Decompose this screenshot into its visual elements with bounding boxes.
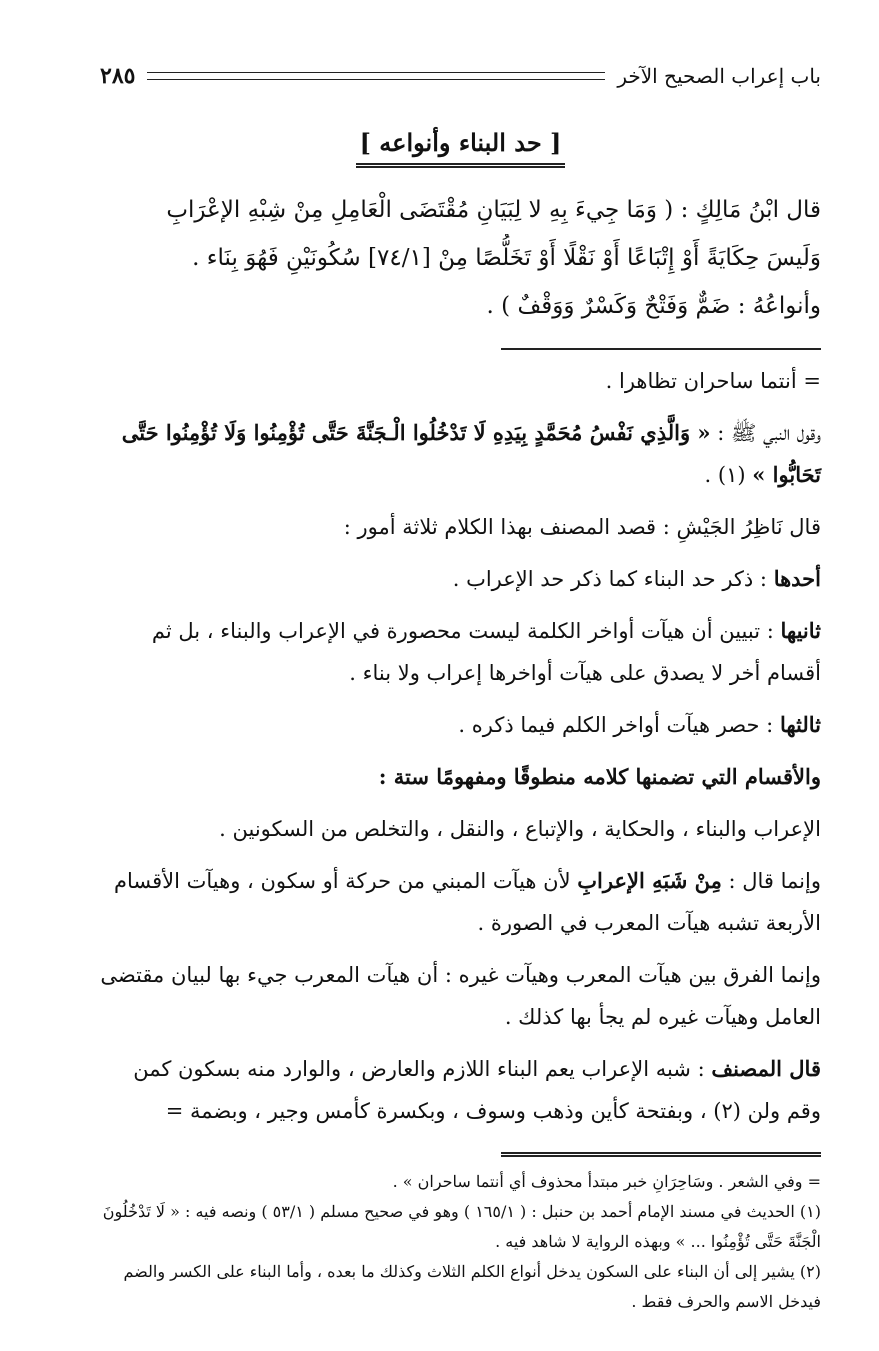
matn-line-2: وَلَيسَ حِكَايَةً أَوْ إِتْبَاعًا أَوْ نَقْلًا أَوْ تَخَلُّصًا مِنْ [٧٤/١] سُكُونَيْنِ فَهُوَ بِنَاء .	[192, 245, 821, 271]
matn-separator	[501, 348, 821, 350]
footnote-separator	[501, 1152, 821, 1157]
footnotes	[100, 1167, 821, 1317]
commentary-para-5: ثانيها : تبيين أن هيآت أواخر الكلمة ليست محصورة في الإعراب والبناء ، بل ثم أقسام أخر لا يصدق على هيآت أواخرها إعراب ولا بناء .	[151, 618, 821, 685]
footnote-continuation: = وفي الشعر . وسَاحِرَانِ خبر مبتدأ محذوف أي أنتما ساحران » .	[392, 1172, 821, 1191]
section-title: [ حد البناء وأنواعه ]	[100, 128, 821, 168]
commentary-para-10: وإنما الفرق بين هيآت المعرب وهيآت غيره : أن هيآت المعرب جيء بها لبيان مقتضى العامل وهيآت غيره لم يجأ بها كذلك .	[100, 963, 821, 1029]
footnote-1: (١) الحديث في مسند الإمام أحمد بن حنبل : ( ١٦٥/١ ) وهو في صحيح مسلم ( ٥٣/١ ) ونصه فيه : « لَا تَدْخُلُونَ الْجَنَّةَ حَتَّى تُؤْمِنُوا ... » وبهذه الرواية لا شاهد فيه .	[102, 1202, 821, 1251]
commentary-para-2: وقول النبي ﷺ : « وَالَّذِي نَفْسُ مُحَمَّدٍ بِيَدِهِ لَا تَدْخُلُوا الْـجَنَّةَ حَتَّى تُؤْمِنُوا وَلَا تُؤْمِنُوا حَتَّى تَحَابُّوا » (١) .	[121, 420, 821, 487]
commentary-para-4: أحدها : ذكر حد البناء كما ذكر حد الإعراب .	[452, 566, 821, 591]
running-header	[100, 58, 821, 94]
commentary-para-1: = أنتما ساحران تظاهرا .	[605, 369, 821, 393]
commentary	[100, 360, 821, 1132]
continuation-mark: =	[803, 369, 821, 393]
hadith-quote: « وَالَّذِي نَفْسُ مُحَمَّدٍ بِيَدِهِ لَا تَدْخُلُوا الْـجَنَّةَ حَتَّى تُؤْمِنُوا وَلَا تُؤْمِنُوا حَتَّى تَحَابُّوا »	[121, 420, 821, 487]
matn-line-3: وأنواعُهُ : ضَمٌّ وَفَتْحٌ وَكَسْرٌ وَوَقْفٌ ) .	[486, 293, 821, 319]
chapter-title: باب إعراب الصحيح الآخر	[617, 64, 821, 88]
footnote-2: (٢) يشير إلى أن البناء على السكون يدخل أنواع الكلم الثلاث وكذلك ما بعده ، وأما البناء على الكسر والضم فيدخل الاسم والحرف فقط .	[123, 1262, 821, 1311]
commentary-para-8: الإعراب والبناء ، والحكاية ، والإتباع ، والنقل ، والتخلص من السكونين .	[219, 817, 821, 841]
header-rule	[147, 72, 605, 80]
page-number: ٢٨٥	[100, 63, 136, 89]
commentary-para-9: وإنما قال : مِنْ شَبَهِ الإعرابِ لأن هيآت المبني من حركة أو سكون ، وهيآت الأقسام الأربعة تشبه هيآت المعرب في الصورة .	[113, 868, 821, 935]
commentary-para-3: قال نَاظِرُ الجَيْشِ : قصد المصنف بهذا الكلام ثلاثة أمور :	[343, 515, 821, 539]
matn-line-1: قال ابْنُ مَالِكٍ : ( وَمَا جِيءَ بِهِ لا لِبَيَانِ مُقْتَضَى الْعَامِلِ مِنْ شِبْهِ الإعْرَابِ	[166, 197, 821, 223]
commentary-para-7: والأقسام التي تضمنها كلامه منطوقًا ومفهومًا ستة :	[378, 764, 821, 789]
commentary-para-6: ثالثها : حصر هيآت أواخر الكلم فيما ذكره .	[458, 712, 821, 737]
commentary-para-11: قال المصنف : شبه الإعراب يعم البناء اللازم والعارض ، والوارد منه بسكون كمن وقم ولن (٢) ، وبفتحة كأين وذهب وسوف ، وبكسرة كأمس وجير ، وبضمة =	[133, 1056, 821, 1123]
matn-text	[100, 186, 821, 330]
